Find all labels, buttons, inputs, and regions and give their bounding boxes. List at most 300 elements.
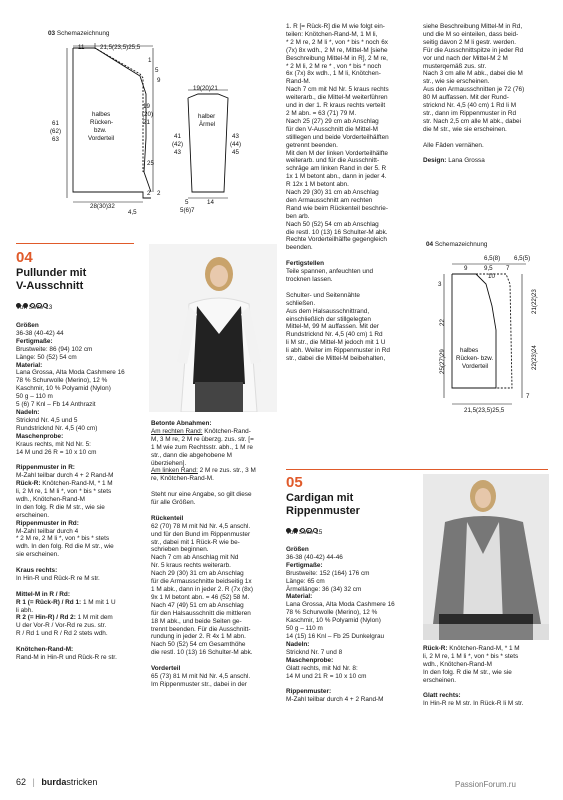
line-text: Nach 7 cm ab Anschlag mit Nd bbox=[151, 554, 239, 562]
text-line bbox=[16, 338, 136, 346]
schema-03-drawing bbox=[40, 38, 280, 228]
photo-pullunder bbox=[149, 244, 277, 412]
line-text: str., dann im Rippenmuster in Rd bbox=[423, 109, 517, 117]
back-r20: (20) bbox=[142, 111, 154, 118]
text-line bbox=[286, 355, 418, 363]
line-text: stricknd Nr. 4,5 (40 cm) 1 Rd li M bbox=[423, 102, 517, 110]
text-line bbox=[423, 39, 555, 47]
sleeve-l3: 43 bbox=[174, 149, 181, 156]
line-text: Kraus rechts, mit Nd Nr. 5: bbox=[16, 440, 91, 448]
text-line bbox=[151, 554, 277, 562]
text-line bbox=[151, 460, 277, 468]
text-line bbox=[16, 409, 136, 417]
text-line bbox=[151, 546, 277, 554]
text-line bbox=[16, 417, 136, 425]
watermark: PassionForum.ru bbox=[455, 780, 516, 789]
text-line bbox=[423, 669, 555, 677]
text-line bbox=[423, 78, 555, 86]
line-text: die restl. 10 (13) 16 Schulter-M abk. bbox=[151, 649, 253, 657]
text-line bbox=[286, 229, 418, 237]
line-text: U der Vor-R / Vor-Rd re zus. str. bbox=[16, 622, 107, 630]
text-line bbox=[423, 110, 555, 118]
bold-label: Vorderteil bbox=[151, 665, 181, 673]
bold-label: Knötchen-Rand-M: bbox=[16, 646, 74, 654]
text-line bbox=[286, 110, 418, 118]
line-text: Brustweite: 86 (94) 102 cm bbox=[16, 345, 93, 353]
line-text: die M str., wie sie erscheinen. bbox=[423, 125, 507, 133]
text-line bbox=[423, 645, 555, 653]
line-text: li, 2 M re, 1 M li *, von * bis * stets bbox=[16, 488, 112, 496]
text-line bbox=[286, 578, 418, 586]
text-line bbox=[16, 559, 136, 567]
text-line bbox=[423, 700, 555, 708]
text-line bbox=[286, 633, 418, 641]
line-text: trennt beenden. Für die Ausschnitt- bbox=[151, 625, 251, 633]
section-04-from: Von Seite 13 bbox=[16, 304, 53, 311]
line-text: seitig davon 2 M li gestr. werden. bbox=[423, 38, 517, 46]
photo-pullunder-art bbox=[149, 244, 277, 412]
back-r1: 1 bbox=[148, 57, 152, 64]
line-text: Länge: 50 (52) 54 cm bbox=[16, 353, 77, 361]
text-line bbox=[16, 433, 136, 441]
text-line bbox=[423, 685, 555, 693]
s4-top4: 9,5 bbox=[484, 265, 493, 272]
text-line bbox=[16, 614, 136, 622]
line-text: str., dann die abgehobene M bbox=[151, 451, 233, 459]
text-line bbox=[151, 673, 277, 681]
text-line bbox=[286, 205, 418, 213]
text-line bbox=[286, 308, 418, 316]
text-line bbox=[286, 570, 418, 578]
line-text: 1x 1 M betont abn., dann in jeder 4. bbox=[286, 173, 387, 181]
line-text: wdh. In den folg. Rd die M str., wie bbox=[16, 543, 114, 551]
bold-label: Rippenmuster in R: bbox=[16, 464, 75, 472]
text-line bbox=[286, 142, 418, 150]
line-text: Nach 47 (49) 51 cm ab Anschlag bbox=[151, 601, 244, 609]
text-line bbox=[151, 633, 277, 641]
back-bottom2: 4,5 bbox=[128, 209, 137, 216]
bold-label: Betonte Abnahmen: bbox=[151, 420, 212, 427]
line-text: Stricknd Nr. 4,5 und 5 bbox=[16, 416, 78, 424]
line-text: 1 M mit 1 U bbox=[81, 598, 116, 606]
line-text: erscheinen. bbox=[423, 676, 457, 684]
text-line bbox=[16, 393, 136, 401]
line-text: schließen. bbox=[286, 299, 316, 307]
bold-label: Maschenprobe: bbox=[286, 656, 334, 664]
text-line bbox=[286, 316, 418, 324]
text-line bbox=[16, 520, 136, 528]
text-line bbox=[16, 354, 136, 362]
line-text: In Hin-R und Rück-R re M str. bbox=[16, 574, 100, 582]
back-r2a: 2 bbox=[147, 190, 151, 197]
text-line bbox=[151, 681, 277, 689]
text-line bbox=[286, 118, 418, 126]
line-text: weiterarb. und für die Ausschnitt- bbox=[286, 157, 380, 165]
text-line bbox=[151, 539, 277, 547]
schema-04-num: 04 bbox=[426, 241, 434, 248]
text-line bbox=[423, 677, 555, 685]
line-text: Steht nur eine Angabe, so gilt diese bbox=[151, 491, 252, 499]
back-r25: 25 bbox=[147, 160, 154, 167]
line-text: 1 M abk., dann in jeder 2. R (7x (8x) bbox=[151, 586, 253, 593]
section-05-from: Von Seite 15 bbox=[286, 529, 323, 536]
text-line bbox=[16, 567, 136, 575]
line-text: M-Zahl teilbar durch 4 bbox=[16, 527, 79, 535]
text-line bbox=[16, 377, 136, 385]
line-text: Knötchen-Rand-M, * 1 M bbox=[40, 480, 113, 488]
line-text: M-Zahl teilbar durch 4 + 2 Rand-M bbox=[16, 472, 114, 480]
line-text: Ärmellänge: 36 (34) 32 cm bbox=[286, 585, 362, 593]
back-inner4: Vorderteil bbox=[88, 135, 115, 142]
text-line bbox=[423, 149, 555, 157]
text-line bbox=[423, 23, 555, 31]
photo-cardigan bbox=[423, 474, 549, 640]
s4-inner1: halbes bbox=[460, 347, 479, 354]
text-line bbox=[286, 292, 418, 300]
line-text: Rand-M. bbox=[286, 78, 311, 86]
s4-right1: 21(22)23 bbox=[531, 289, 538, 314]
line-text: Aus den Armausschnitten je 72 (76) bbox=[423, 86, 525, 94]
text-line bbox=[286, 331, 418, 339]
text-line bbox=[151, 649, 277, 657]
text-line bbox=[16, 480, 136, 488]
line-text: trocknen lassen. bbox=[286, 275, 333, 283]
s4-bottom: 21,5(23,5)25,5 bbox=[464, 407, 505, 414]
text-line bbox=[286, 339, 418, 347]
text-line bbox=[151, 499, 277, 507]
line-text: Nach 29 (30) 31 cm ab Anschlag bbox=[151, 570, 244, 578]
line-text: li, 2 M re, 1 M li *, von * bis * stets bbox=[423, 652, 519, 660]
text-line bbox=[286, 173, 418, 181]
text-line bbox=[423, 661, 555, 669]
s4-top6: 10 bbox=[488, 273, 495, 280]
text-line bbox=[151, 665, 277, 673]
bold-label: Material: bbox=[16, 361, 43, 369]
text-line bbox=[286, 593, 418, 601]
line-text: Knötchen-Rand- bbox=[202, 427, 251, 435]
text-line bbox=[286, 276, 418, 284]
line-text: Für die Ausschnittspitze in jeder Rd bbox=[423, 46, 524, 54]
back-left3: 63 bbox=[52, 136, 59, 143]
line-text: 9x 1 M betont abn. = 46 (52) 58 M. bbox=[151, 593, 250, 601]
section-04-title bbox=[16, 267, 86, 292]
section-04-title-2: V-Ausschnitt bbox=[16, 279, 84, 292]
bold-label: Fertigstellen bbox=[286, 260, 324, 268]
text-line bbox=[286, 601, 418, 609]
line-text: Lana Grossa, Alta Moda Cashmere 16 bbox=[16, 369, 125, 377]
text-line bbox=[151, 578, 277, 586]
column-2-body bbox=[151, 420, 277, 689]
text-line bbox=[286, 649, 418, 657]
text-line bbox=[286, 213, 418, 221]
line-text: str., dabei mit 1 Rück-R wie be- bbox=[151, 538, 240, 546]
bold-label: Rück-R: bbox=[16, 480, 41, 488]
text-line bbox=[286, 546, 418, 554]
text-line bbox=[286, 221, 418, 229]
line-text: für den Halsausschnitt die mittleren bbox=[151, 609, 251, 617]
sleeve-r3: 45 bbox=[232, 149, 239, 156]
line-text: stilllegen und beide Vorderteilhälften bbox=[286, 133, 389, 141]
line-text: Glatt rechts, mit Nd Nr. 8: bbox=[286, 664, 358, 672]
line-text: 1. R [= Rück-R] die M wie folgt ein- bbox=[286, 23, 385, 30]
line-text: Nach 29 (30) 31 cm ab Anschlag bbox=[286, 189, 379, 197]
text-line bbox=[286, 260, 418, 268]
section-05-body bbox=[286, 546, 418, 704]
text-line bbox=[16, 385, 136, 393]
line-text: R / Rd 1 und R / Rd 2 stets wdh. bbox=[16, 630, 108, 638]
text-line bbox=[16, 575, 136, 583]
line-text: den Armausschnitt am rechten bbox=[286, 196, 373, 204]
line-text: sie erscheinen. bbox=[16, 551, 59, 559]
text-line bbox=[286, 625, 418, 633]
text-line bbox=[286, 252, 418, 260]
divider-04 bbox=[16, 243, 134, 244]
line-text: Nach 7 cm mit Nd Nr. 5 kraus rechts bbox=[286, 86, 389, 94]
line-text: M-Zahl teilbar durch 4 + 2 Rand-M bbox=[286, 696, 384, 704]
line-text: In den folg. R die M str., wie sie bbox=[16, 503, 105, 511]
schema-04-drawing bbox=[426, 248, 558, 428]
text-line bbox=[151, 586, 277, 594]
s4-top3: 9 bbox=[464, 265, 468, 272]
text-line bbox=[16, 512, 136, 520]
text-line bbox=[286, 165, 418, 173]
line-text: Teile spannen, anfeuchten und bbox=[286, 268, 374, 276]
s4-right3: 7 bbox=[526, 393, 530, 400]
bold-label: Nadeln: bbox=[16, 408, 40, 416]
back-left1: 61 bbox=[52, 120, 59, 127]
text-line bbox=[16, 638, 136, 646]
text-line bbox=[16, 496, 136, 504]
text-line bbox=[151, 657, 277, 665]
text-line bbox=[423, 142, 555, 150]
line-text: In den folg. R die M str., wie sie bbox=[423, 668, 512, 676]
text-line bbox=[16, 504, 136, 512]
line-text: Alle Fäden vernähen. bbox=[423, 141, 484, 149]
text-line bbox=[286, 157, 418, 165]
text-line bbox=[16, 369, 136, 377]
line-text: * 2 M re, 2 M li *, von * bis * noch 6x bbox=[286, 38, 388, 46]
line-text: * 2 M re, 2 M li *, von * bis * stets bbox=[16, 535, 110, 543]
text-line bbox=[423, 47, 555, 55]
line-text: 36-38 (40-42) 44 bbox=[16, 329, 64, 337]
section-05-title-1: Cardigan mit bbox=[286, 492, 354, 504]
back-r5: 5 bbox=[155, 67, 159, 74]
text-line bbox=[151, 641, 277, 649]
s4-inner3: Vorderteil bbox=[462, 363, 489, 370]
line-text: schrieben beginnen. bbox=[151, 546, 209, 554]
brand-rest: stricken bbox=[66, 777, 98, 787]
line-text: die restl. 10 (13) 16 Schulter-M abk. bbox=[286, 228, 388, 236]
text-line bbox=[16, 583, 136, 591]
line-text: wdh., Knötchen-Rand-M bbox=[16, 495, 85, 503]
text-line bbox=[151, 610, 277, 618]
text-line bbox=[286, 657, 418, 665]
sleeve-b2: 14 bbox=[207, 199, 214, 206]
line-text: 1 M mit dem bbox=[75, 614, 113, 622]
text-line bbox=[151, 515, 277, 523]
text-line bbox=[16, 362, 136, 370]
line-text: Kaschmir, 10 % Polyamid (Nylon) bbox=[16, 385, 111, 393]
line-text: 65 (73) 81 M mit Nd Nr. 4,5 anschl. bbox=[151, 672, 251, 680]
text-line bbox=[16, 330, 136, 338]
line-text: teilen: Knötchen-Rand-M, 1 M li, bbox=[286, 30, 378, 38]
line-text: * 2 M li, 2 M re * , von * bis * noch bbox=[286, 62, 382, 70]
text-line bbox=[286, 284, 418, 292]
text-line bbox=[16, 607, 136, 615]
text-line bbox=[286, 696, 418, 704]
text-line bbox=[286, 688, 418, 696]
text-line bbox=[151, 523, 277, 531]
text-line bbox=[286, 617, 418, 625]
line-text: (7x) 8x wdh., 2 M re, Mittel-M [siehe bbox=[286, 46, 388, 54]
text-line bbox=[286, 562, 418, 570]
text-line bbox=[286, 197, 418, 205]
line-text: Mit den M der linken Vorderteilhälfte bbox=[286, 149, 388, 157]
sleeve-l2: (42) bbox=[172, 141, 184, 148]
text-line bbox=[16, 441, 136, 449]
text-line bbox=[286, 189, 418, 197]
column-3-body bbox=[286, 23, 418, 363]
line-text: 6x (7x) 8x wdh., 1 M li, Knötchen- bbox=[286, 70, 381, 78]
text-line bbox=[151, 452, 277, 460]
text-line bbox=[286, 181, 418, 189]
text-line bbox=[16, 535, 136, 543]
text-line bbox=[16, 401, 136, 409]
line-text: erscheinen. bbox=[16, 511, 50, 519]
sleeve-r2: (44) bbox=[230, 141, 242, 148]
text-line bbox=[16, 488, 136, 496]
line-text: rundung in jeder 2. R 4x 1 M abn. bbox=[151, 633, 246, 641]
s4-left3: 25(27)29 bbox=[439, 349, 446, 374]
line-text: li abh. bbox=[16, 606, 34, 614]
text-line bbox=[151, 475, 277, 483]
text-line bbox=[16, 543, 136, 551]
line-text: Im Rippenmuster str., dabei in der bbox=[151, 680, 247, 688]
bold-label: Größen bbox=[16, 322, 39, 329]
line-text: str. Nach 2,5 cm alle M abk., dabei bbox=[423, 117, 522, 125]
line-text: Stricknd Nr. 7 und 8 bbox=[286, 648, 343, 656]
sleeve-b1: 5 bbox=[185, 199, 189, 206]
text-line bbox=[16, 528, 136, 536]
text-line bbox=[151, 420, 277, 428]
line-text: 36-38 (40-42) 44-46 bbox=[286, 553, 343, 561]
line-text: re, Knötchen-Rand-M. bbox=[151, 475, 214, 483]
line-text: 1 M wie zum Rechtsstr. abh., 1 M re bbox=[151, 443, 253, 451]
line-text: siehe Beschreibung Mittel-M in Rd, bbox=[423, 23, 523, 30]
line-text: 14 M und 21 R = 10 x 10 cm bbox=[286, 672, 367, 680]
text-line bbox=[286, 236, 418, 244]
bold-label: Fertigmaße: bbox=[16, 337, 53, 345]
text-line bbox=[286, 70, 418, 78]
text-line bbox=[16, 456, 136, 464]
line-text: Nr. 5 kraus rechts weiterarb. bbox=[151, 562, 231, 570]
brand-bold: burda bbox=[41, 777, 67, 787]
section-04-body bbox=[16, 322, 136, 662]
line-text: M, 3 M re, 2 M re überzg. zus. str. [= bbox=[151, 435, 254, 443]
photo-cardigan-art bbox=[423, 474, 549, 640]
line-text: 78 % Schurwolle (Merino), 12 % bbox=[286, 609, 378, 617]
s4-inner2: Rücken- bzw. bbox=[456, 355, 494, 362]
text-line bbox=[286, 609, 418, 617]
back-r21: 21 bbox=[143, 119, 150, 126]
schema-03-label bbox=[48, 30, 109, 37]
text-line bbox=[423, 31, 555, 39]
line-text: 2 M re zus. str., 3 M bbox=[197, 467, 256, 475]
line-text: Knötchen-Rand-M, * 1 M bbox=[447, 645, 520, 652]
schema-03-text: Schemazeichnung bbox=[56, 30, 110, 37]
line-text: und die M so einteilen, dass beid- bbox=[423, 30, 519, 38]
text-line bbox=[286, 244, 418, 252]
line-text: 5 (6) 7 Knl – Fb 14 Anthrazit bbox=[16, 401, 96, 409]
line-text: beenden. bbox=[286, 244, 313, 252]
line-text: 50 g – 110 m bbox=[16, 393, 53, 401]
text-line bbox=[286, 86, 418, 94]
s4-left2: 22 bbox=[439, 319, 446, 326]
sleeve-inner2: Ärmel bbox=[199, 121, 216, 128]
bold-label: Nadeln: bbox=[286, 640, 310, 648]
line-text: Brustweite: 152 (164) 176 cm bbox=[286, 569, 370, 577]
text-line bbox=[151, 444, 277, 452]
line-text: 80 M auffassen. Mit der Rund- bbox=[423, 94, 509, 102]
line-text: 18 M abk., und beide Seiten ge- bbox=[151, 617, 242, 625]
text-line bbox=[423, 55, 555, 63]
s4-top5: 7 bbox=[506, 265, 510, 272]
text-line bbox=[16, 630, 136, 638]
text-line bbox=[423, 118, 555, 126]
bold-label: Rück-R: bbox=[423, 645, 448, 652]
line-text: Lana Grossa, Alta Moda Cashmere 16 bbox=[286, 601, 395, 609]
line-text: Kaschmir, 10 % Polyamid (Nylon) bbox=[286, 617, 381, 625]
s4-top1: 6,5(8) bbox=[484, 255, 501, 262]
text-line bbox=[423, 70, 555, 78]
text-line bbox=[286, 63, 418, 71]
text-line bbox=[151, 594, 277, 602]
bold-label: Rippenmuster in Rd: bbox=[16, 519, 79, 527]
text-line bbox=[286, 23, 418, 31]
line-text: li M str., die Mittel-M jedoch mit 1 U bbox=[286, 339, 386, 347]
back-r9: 9 bbox=[157, 77, 161, 84]
sleeve-top: 19(20)21 bbox=[193, 85, 218, 92]
line-text: ben arb. bbox=[286, 212, 310, 220]
line-text: einschließlich der stillgelegten bbox=[286, 315, 371, 323]
back-top-left: 11 bbox=[78, 44, 85, 51]
line-text: Nach 25 (27) 29 cm ab Anschlag bbox=[286, 117, 379, 125]
text-line bbox=[286, 102, 418, 110]
text-line bbox=[151, 570, 277, 578]
line-text: getrennt beenden. bbox=[286, 141, 338, 149]
text-line bbox=[286, 323, 418, 331]
text-line bbox=[16, 591, 136, 599]
section-05-title-2: Rippenmuster bbox=[286, 504, 360, 517]
s4-left1: 3 bbox=[438, 281, 442, 288]
s4-top2: 6,5(5) bbox=[514, 255, 531, 262]
text-line bbox=[151, 602, 277, 610]
section-04-num: 04 bbox=[16, 249, 33, 266]
text-line bbox=[286, 150, 418, 158]
page-number: 62 bbox=[16, 777, 27, 787]
line-text: In Hin-R re M str. In Rück-R li M str. bbox=[423, 700, 524, 708]
footer: 62 | burdastricken bbox=[16, 777, 98, 787]
text-line bbox=[423, 692, 555, 700]
back-inner2: Rücken- bbox=[90, 119, 114, 126]
bold-label: Rippenmuster: bbox=[286, 688, 332, 696]
line-text: str., wie sie erscheinen. bbox=[423, 78, 490, 86]
text-line bbox=[16, 449, 136, 457]
text-line bbox=[16, 622, 136, 630]
text-line bbox=[286, 55, 418, 63]
text-line bbox=[151, 428, 277, 436]
text-line bbox=[286, 94, 418, 102]
